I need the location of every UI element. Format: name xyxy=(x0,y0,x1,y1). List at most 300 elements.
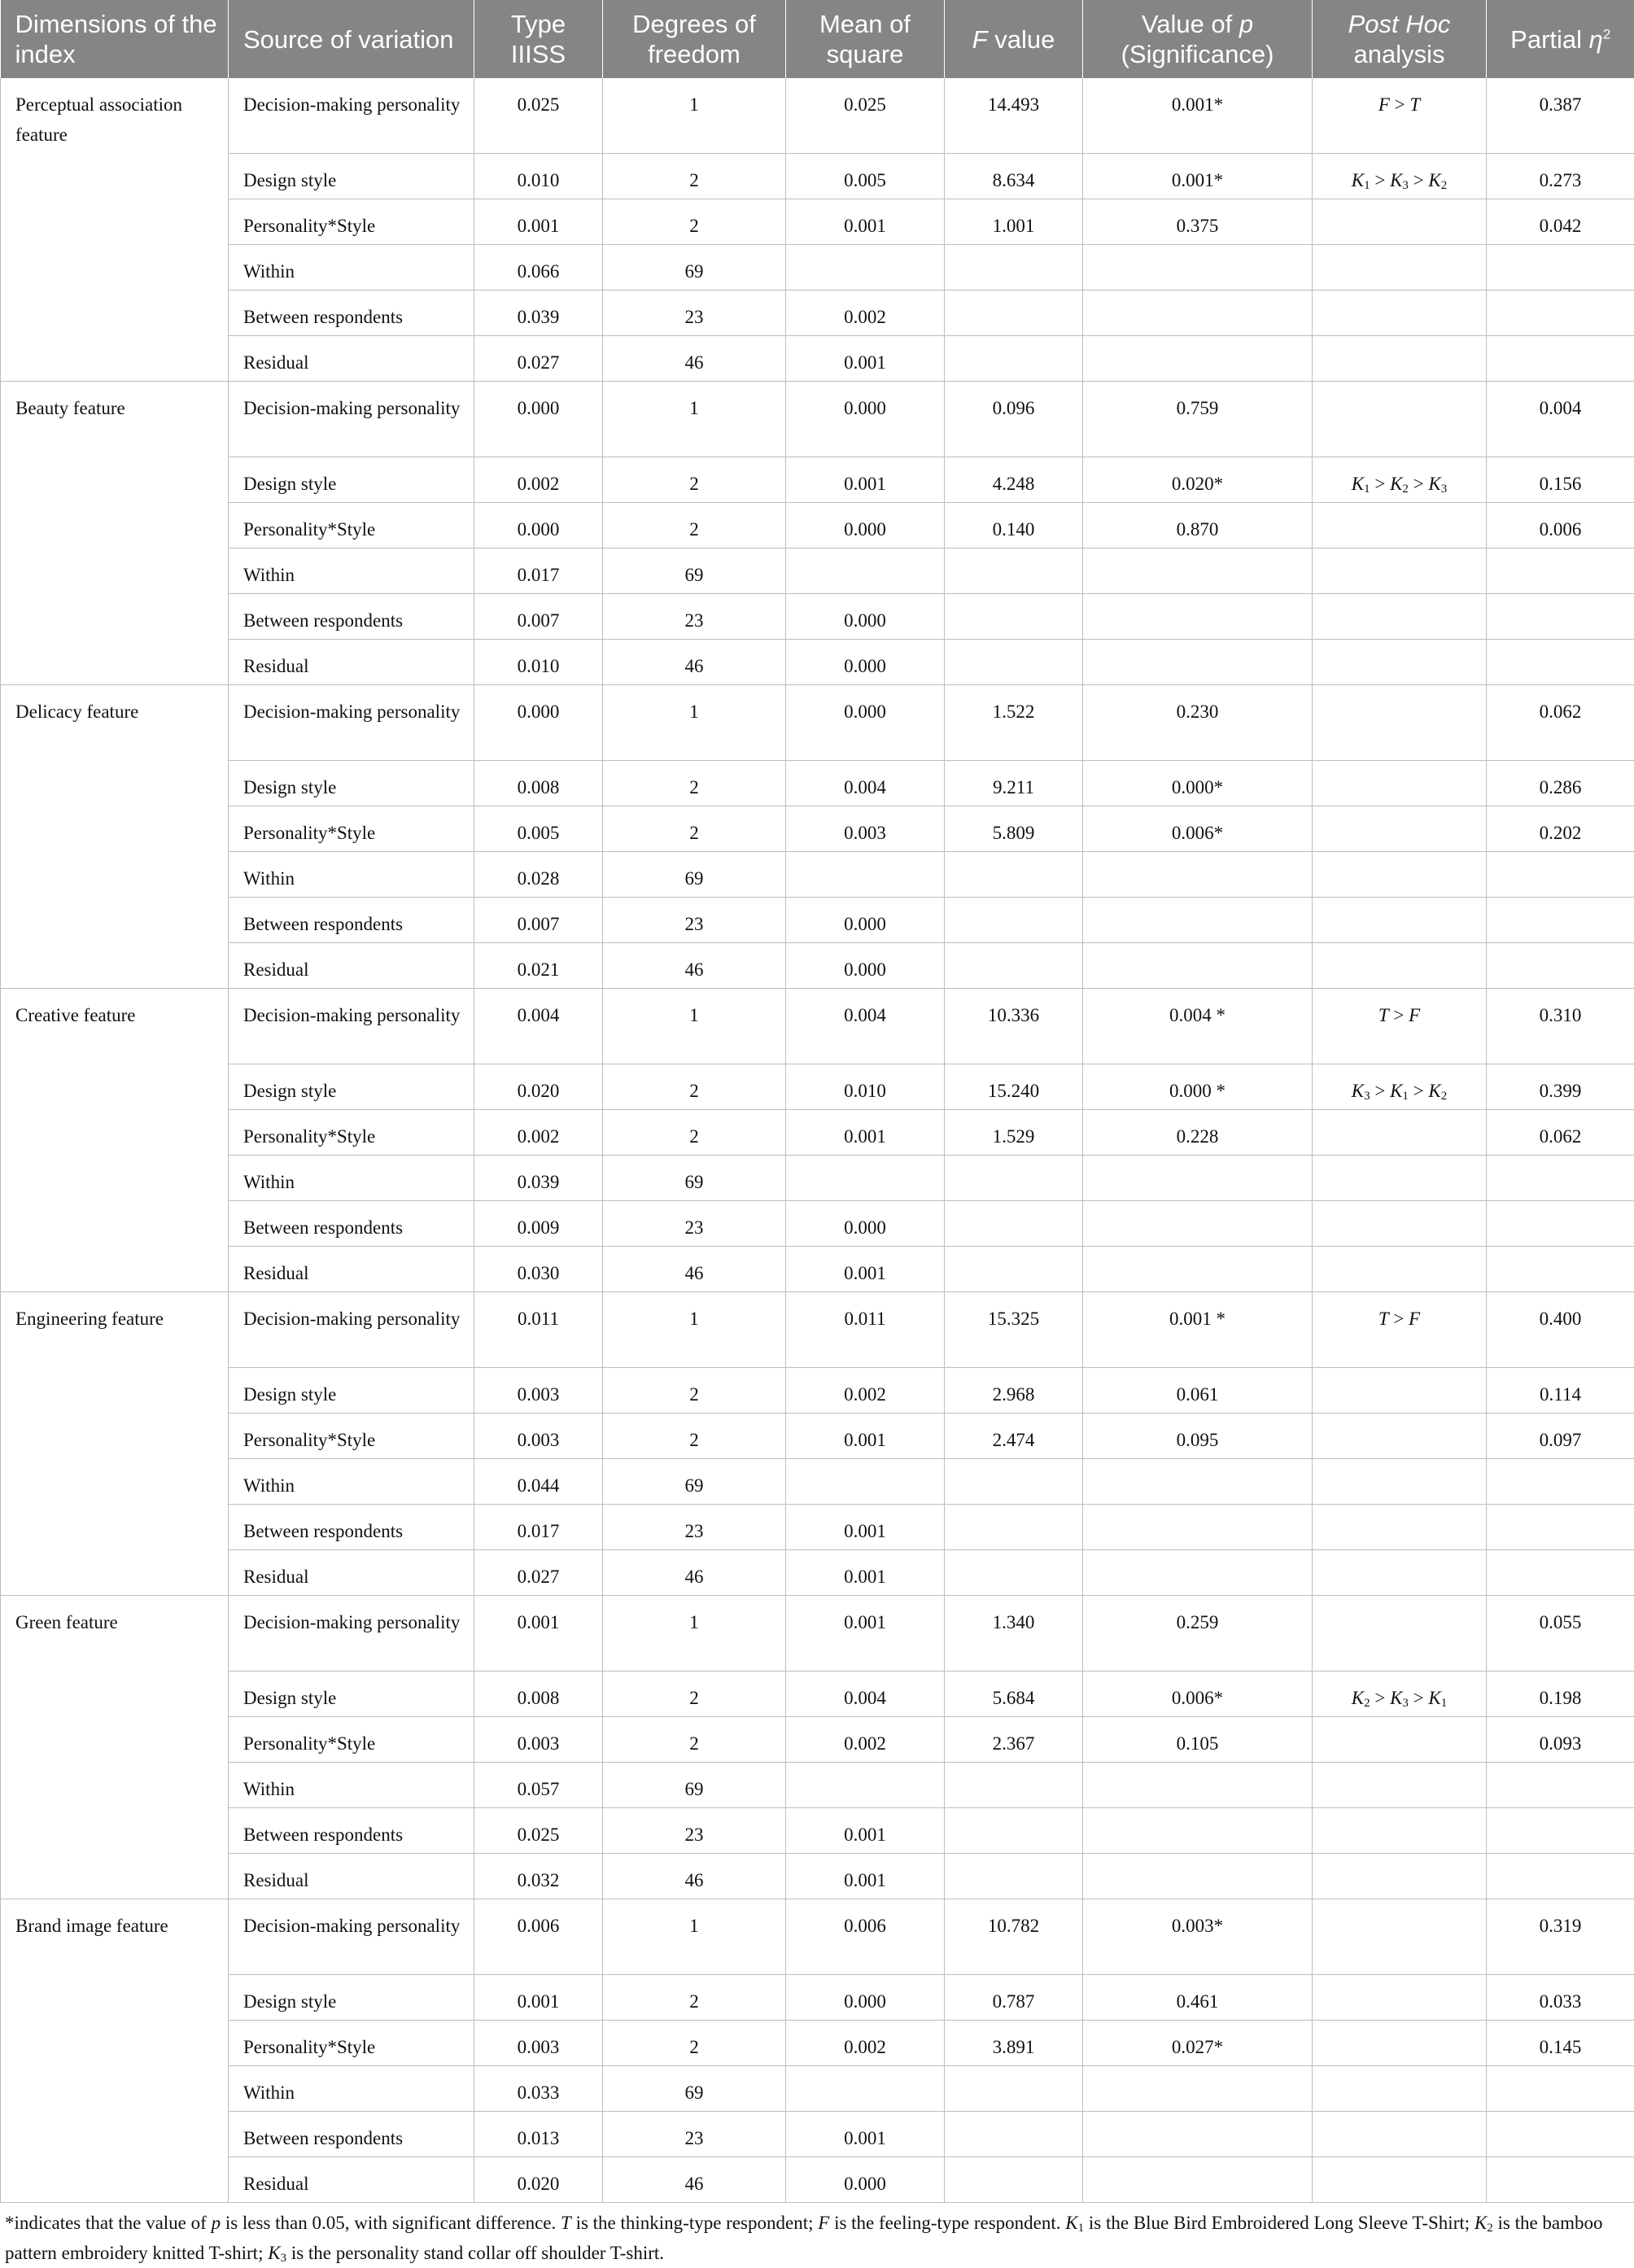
table-row xyxy=(1,594,1634,640)
post-hoc-cell xyxy=(1313,1899,1487,1975)
type-iii-ss-cell: 0.033 xyxy=(474,2066,603,2112)
df-cell: 2 xyxy=(603,1064,786,1110)
df-cell: 1 xyxy=(603,1596,786,1672)
source-cell: Decision-making personality xyxy=(229,989,474,1064)
type-iii-ss-cell: 0.032 xyxy=(474,1854,603,1899)
f-value-cell: 2.367 xyxy=(945,1717,1083,1763)
df-cell: 46 xyxy=(603,943,786,989)
dimension-cell: Green feature xyxy=(1,1596,229,1899)
footnote-segment: is the bamboo pattern embroidery knitted T-shirt; xyxy=(5,2213,1603,2263)
mean-square-cell: 0.000 xyxy=(786,898,945,943)
post-hoc-cell xyxy=(1313,1459,1487,1505)
post-hoc-subscript: 2 xyxy=(1402,483,1409,496)
partial-eta-cell: 0.399 xyxy=(1487,1064,1634,1110)
post-hoc-cell xyxy=(1313,989,1487,1064)
footnote-segment: is the feeling-type respondent. xyxy=(829,2213,1065,2233)
post-hoc-cell xyxy=(1313,457,1487,503)
mean-square-cell: 0.000 xyxy=(786,382,945,457)
dimension-cell: Delicacy feature xyxy=(1,685,229,989)
f-value-cell xyxy=(945,1201,1083,1247)
df-cell: 23 xyxy=(603,594,786,640)
f-value-cell: 4.248 xyxy=(945,457,1083,503)
p-value-cell: 0.228 xyxy=(1083,1110,1313,1156)
header-source: Source of variation xyxy=(229,0,474,78)
df-cell: 2 xyxy=(603,1110,786,1156)
table-row xyxy=(1,503,1634,548)
footnote-subscript: 3 xyxy=(281,2252,287,2265)
df-cell: 1 xyxy=(603,989,786,1064)
p-value-cell: 0.230 xyxy=(1083,685,1313,761)
table-row xyxy=(1,1414,1634,1459)
partial-eta-cell xyxy=(1487,594,1634,640)
footnote-segment: F xyxy=(818,2213,829,2233)
df-cell: 2 xyxy=(603,2021,786,2066)
df-cell: 46 xyxy=(603,2157,786,2203)
table-row xyxy=(1,78,1634,154)
post-hoc-cell xyxy=(1313,1505,1487,1550)
mean-square-cell: 0.000 xyxy=(786,1201,945,1247)
post-hoc-cell xyxy=(1313,199,1487,245)
mean-square-cell: 0.001 xyxy=(786,1110,945,1156)
type-iii-ss-cell: 0.007 xyxy=(474,898,603,943)
f-value-cell: 5.684 xyxy=(945,1672,1083,1717)
p-value-cell: 0.000 * xyxy=(1083,1064,1313,1110)
header-post-hoc xyxy=(1313,0,1487,78)
mean-square-cell xyxy=(786,548,945,594)
df-cell: 23 xyxy=(603,898,786,943)
p-value-cell: 0.001 * xyxy=(1083,1292,1313,1368)
df-cell: 46 xyxy=(603,640,786,685)
p-value-cell xyxy=(1083,943,1313,989)
partial-eta-cell xyxy=(1487,1808,1634,1854)
partial-eta-cell: 0.004 xyxy=(1487,382,1634,457)
post-hoc-term: > xyxy=(1389,1309,1409,1329)
post-hoc-subscript: 3 xyxy=(1364,1090,1370,1103)
partial-eta-cell: 0.055 xyxy=(1487,1596,1634,1672)
p-value-cell xyxy=(1083,1854,1313,1899)
post-hoc-term: K xyxy=(1428,1688,1440,1708)
mean-square-cell: 0.004 xyxy=(786,1672,945,1717)
table-row xyxy=(1,382,1634,457)
f-value-cell xyxy=(945,1550,1083,1596)
df-cell: 2 xyxy=(603,1975,786,2021)
partial-eta-cell: 0.062 xyxy=(1487,1110,1634,1156)
mean-square-cell: 0.004 xyxy=(786,761,945,806)
partial-eta-cell xyxy=(1487,898,1634,943)
type-iii-ss-cell: 0.017 xyxy=(474,548,603,594)
post-hoc-subscript: 2 xyxy=(1441,1090,1448,1103)
header-row xyxy=(1,0,1634,78)
mean-square-cell xyxy=(786,2066,945,2112)
post-hoc-term: K xyxy=(1428,1081,1440,1101)
source-cell: Design style xyxy=(229,1064,474,1110)
type-iii-ss-cell: 0.025 xyxy=(474,1808,603,1854)
p-value-cell: 0.105 xyxy=(1083,1717,1313,1763)
f-value-cell xyxy=(945,245,1083,291)
post-hoc-term: F xyxy=(1409,1309,1420,1329)
source-cell: Decision-making personality xyxy=(229,1596,474,1672)
type-iii-ss-cell: 0.013 xyxy=(474,2112,603,2157)
post-hoc-cell xyxy=(1313,2112,1487,2157)
type-iii-ss-cell: 0.021 xyxy=(474,943,603,989)
source-cell: Personality*Style xyxy=(229,1414,474,1459)
post-hoc-cell xyxy=(1313,943,1487,989)
source-cell: Residual xyxy=(229,943,474,989)
header-partial-eta xyxy=(1487,0,1634,78)
dimension-cell: Perceptual association feature xyxy=(1,78,229,382)
post-hoc-cell xyxy=(1313,594,1487,640)
f-value-cell: 10.782 xyxy=(945,1899,1083,1975)
df-cell: 2 xyxy=(603,1672,786,1717)
mean-square-cell: 0.001 xyxy=(786,1505,945,1550)
table-row xyxy=(1,199,1634,245)
p-value-cell: 0.259 xyxy=(1083,1596,1313,1672)
source-cell: Personality*Style xyxy=(229,1110,474,1156)
type-iii-ss-cell: 0.008 xyxy=(474,761,603,806)
df-cell: 69 xyxy=(603,1459,786,1505)
f-value-cell xyxy=(945,1808,1083,1854)
p-value-cell xyxy=(1083,2112,1313,2157)
post-hoc-term: > xyxy=(1370,1081,1390,1101)
post-hoc-cell xyxy=(1313,1247,1487,1292)
type-iii-ss-cell: 0.028 xyxy=(474,852,603,898)
f-value-cell xyxy=(945,291,1083,336)
f-value-cell: 15.240 xyxy=(945,1064,1083,1110)
table-row xyxy=(1,989,1634,1064)
mean-square-cell: 0.000 xyxy=(786,685,945,761)
post-hoc-term: K xyxy=(1428,474,1440,494)
p-value-cell: 0.006* xyxy=(1083,1672,1313,1717)
mean-square-cell: 0.000 xyxy=(786,594,945,640)
post-hoc-subscript: 1 xyxy=(1402,1090,1409,1103)
table-row xyxy=(1,2157,1634,2203)
partial-eta-cell xyxy=(1487,1550,1634,1596)
post-hoc-cell xyxy=(1313,382,1487,457)
partial-eta-cell: 0.319 xyxy=(1487,1899,1634,1975)
source-cell: Residual xyxy=(229,1550,474,1596)
source-cell: Personality*Style xyxy=(229,806,474,852)
footnote-segment: p xyxy=(212,2213,221,2233)
post-hoc-cell xyxy=(1313,1156,1487,1201)
p-value-cell xyxy=(1083,1505,1313,1550)
table-row xyxy=(1,1064,1634,1110)
source-cell: Personality*Style xyxy=(229,503,474,548)
header-p-significance: (Significance) xyxy=(1121,40,1274,68)
partial-eta-cell: 0.310 xyxy=(1487,989,1634,1064)
type-iii-ss-cell: 0.000 xyxy=(474,685,603,761)
table-row xyxy=(1,154,1634,199)
f-value-cell: 3.891 xyxy=(945,2021,1083,2066)
footnote-segment: *indicates that the value of xyxy=(5,2213,212,2233)
partial-eta-cell xyxy=(1487,245,1634,291)
p-value-cell xyxy=(1083,1763,1313,1808)
source-cell: Personality*Style xyxy=(229,1717,474,1763)
type-iii-ss-cell: 0.003 xyxy=(474,1368,603,1414)
type-iii-ss-cell: 0.006 xyxy=(474,1899,603,1975)
post-hoc-cell xyxy=(1313,503,1487,548)
partial-eta-cell xyxy=(1487,548,1634,594)
p-value-cell: 0.870 xyxy=(1083,503,1313,548)
f-value-cell xyxy=(945,1247,1083,1292)
post-hoc-cell xyxy=(1313,78,1487,154)
source-cell: Personality*Style xyxy=(229,199,474,245)
table-row xyxy=(1,1505,1634,1550)
post-hoc-cell xyxy=(1313,2021,1487,2066)
p-value-cell xyxy=(1083,852,1313,898)
p-value-cell xyxy=(1083,1808,1313,1854)
type-iii-ss-cell: 0.039 xyxy=(474,291,603,336)
df-cell: 23 xyxy=(603,1808,786,1854)
df-cell: 2 xyxy=(603,806,786,852)
mean-square-cell: 0.001 xyxy=(786,1854,945,1899)
p-value-cell: 0.461 xyxy=(1083,1975,1313,2021)
f-value-cell xyxy=(945,1854,1083,1899)
mean-square-cell xyxy=(786,1459,945,1505)
source-cell: Between respondents xyxy=(229,291,474,336)
partial-eta-cell: 0.156 xyxy=(1487,457,1634,503)
f-value-cell xyxy=(945,898,1083,943)
f-value-cell: 5.809 xyxy=(945,806,1083,852)
partial-eta-cell xyxy=(1487,1247,1634,1292)
f-value-cell: 1.001 xyxy=(945,199,1083,245)
mean-square-cell xyxy=(786,1763,945,1808)
post-hoc-cell xyxy=(1313,1110,1487,1156)
f-value-cell: 2.968 xyxy=(945,1368,1083,1414)
p-value-cell xyxy=(1083,245,1313,291)
df-cell: 2 xyxy=(603,457,786,503)
post-hoc-term: K xyxy=(1352,1081,1364,1101)
partial-eta-cell xyxy=(1487,291,1634,336)
post-hoc-subscript: 2 xyxy=(1364,1697,1370,1710)
post-hoc-cell xyxy=(1313,1808,1487,1854)
partial-eta-cell xyxy=(1487,2157,1634,2203)
p-value-cell: 0.006* xyxy=(1083,806,1313,852)
partial-eta-cell: 0.097 xyxy=(1487,1414,1634,1459)
source-cell: Decision-making personality xyxy=(229,1292,474,1368)
type-iii-ss-cell: 0.002 xyxy=(474,1110,603,1156)
table-row xyxy=(1,1201,1634,1247)
post-hoc-subscript: 1 xyxy=(1364,179,1370,192)
source-cell: Residual xyxy=(229,1247,474,1292)
df-cell: 1 xyxy=(603,78,786,154)
source-cell: Within xyxy=(229,1156,474,1201)
type-iii-ss-cell: 0.020 xyxy=(474,1064,603,1110)
post-hoc-term: > xyxy=(1370,1688,1390,1708)
mean-square-cell: 0.003 xyxy=(786,806,945,852)
p-value-cell: 0.061 xyxy=(1083,1368,1313,1414)
source-cell: Decision-making personality xyxy=(229,685,474,761)
partial-eta-cell: 0.093 xyxy=(1487,1717,1634,1763)
table-row xyxy=(1,852,1634,898)
partial-eta-cell: 0.400 xyxy=(1487,1292,1634,1368)
p-value-cell xyxy=(1083,2157,1313,2203)
table-row xyxy=(1,2066,1634,2112)
df-cell: 2 xyxy=(603,1414,786,1459)
post-hoc-term: > xyxy=(1409,1081,1428,1101)
post-hoc-cell xyxy=(1313,806,1487,852)
post-hoc-cell xyxy=(1313,1854,1487,1899)
f-value-cell xyxy=(945,594,1083,640)
f-value-cell xyxy=(945,2066,1083,2112)
mean-square-cell: 0.001 xyxy=(786,1247,945,1292)
df-cell: 46 xyxy=(603,1550,786,1596)
mean-square-cell: 0.002 xyxy=(786,1368,945,1414)
post-hoc-term: > xyxy=(1409,474,1428,494)
post-hoc-cell xyxy=(1313,1596,1487,1672)
post-hoc-term: K xyxy=(1352,474,1364,494)
type-iii-ss-cell: 0.004 xyxy=(474,989,603,1064)
type-iii-ss-cell: 0.066 xyxy=(474,245,603,291)
mean-square-cell: 0.001 xyxy=(786,1414,945,1459)
f-value-cell xyxy=(945,943,1083,989)
f-value-cell xyxy=(945,2157,1083,2203)
header-dimension: Dimensions of the index xyxy=(1,0,229,78)
post-hoc-cell xyxy=(1313,245,1487,291)
source-cell: Decision-making personality xyxy=(229,78,474,154)
partial-eta-cell xyxy=(1487,2112,1634,2157)
p-value-cell: 0.000* xyxy=(1083,761,1313,806)
dimension-cell: Creative feature xyxy=(1,989,229,1292)
mean-square-cell: 0.000 xyxy=(786,943,945,989)
source-cell: Between respondents xyxy=(229,1201,474,1247)
post-hoc-cell xyxy=(1313,1414,1487,1459)
type-iii-ss-cell: 0.025 xyxy=(474,78,603,154)
p-value-cell: 0.375 xyxy=(1083,199,1313,245)
table-row xyxy=(1,1763,1634,1808)
p-value-cell xyxy=(1083,548,1313,594)
header-degrees-of-freedom: Degrees of freedom xyxy=(603,0,786,78)
type-iii-ss-cell: 0.000 xyxy=(474,503,603,548)
table-row xyxy=(1,1459,1634,1505)
partial-eta-cell xyxy=(1487,852,1634,898)
source-cell: Decision-making personality xyxy=(229,1899,474,1975)
mean-square-cell: 0.025 xyxy=(786,78,945,154)
source-cell: Within xyxy=(229,548,474,594)
df-cell: 1 xyxy=(603,685,786,761)
post-hoc-cell xyxy=(1313,2157,1487,2203)
p-value-cell xyxy=(1083,1459,1313,1505)
partial-eta-cell: 0.145 xyxy=(1487,2021,1634,2066)
dimension-cell: Engineering feature xyxy=(1,1292,229,1596)
mean-square-cell: 0.010 xyxy=(786,1064,945,1110)
mean-square-cell: 0.002 xyxy=(786,291,945,336)
df-cell: 46 xyxy=(603,1247,786,1292)
df-cell: 23 xyxy=(603,2112,786,2157)
f-value-cell xyxy=(945,1156,1083,1201)
table-row xyxy=(1,1596,1634,1672)
p-value-cell xyxy=(1083,291,1313,336)
type-iii-ss-cell: 0.010 xyxy=(474,154,603,199)
post-hoc-cell xyxy=(1313,291,1487,336)
source-cell: Within xyxy=(229,2066,474,2112)
source-cell: Within xyxy=(229,852,474,898)
p-value-cell xyxy=(1083,594,1313,640)
post-hoc-cell xyxy=(1313,1064,1487,1110)
header-mean-square: Mean of square xyxy=(786,0,945,78)
mean-square-cell: 0.000 xyxy=(786,2157,945,2203)
df-cell: 69 xyxy=(603,2066,786,2112)
mean-square-cell: 0.006 xyxy=(786,1899,945,1975)
post-hoc-cell xyxy=(1313,336,1487,382)
df-cell: 1 xyxy=(603,1292,786,1368)
mean-square-cell: 0.001 xyxy=(786,1596,945,1672)
table-footnote xyxy=(0,2203,1634,2268)
table-row xyxy=(1,457,1634,503)
partial-eta-cell xyxy=(1487,943,1634,989)
type-iii-ss-cell: 0.008 xyxy=(474,1672,603,1717)
post-hoc-subscript: 2 xyxy=(1441,179,1448,192)
post-hoc-subscript: 3 xyxy=(1402,1697,1409,1710)
footnote-segment: is the personality stand collar off shoulder T-shirt. xyxy=(286,2243,664,2263)
df-cell: 1 xyxy=(603,382,786,457)
post-hoc-subscript: 3 xyxy=(1441,483,1448,496)
post-hoc-term: K xyxy=(1390,1081,1402,1101)
type-iii-ss-cell: 0.001 xyxy=(474,199,603,245)
post-hoc-term: K xyxy=(1390,1688,1402,1708)
type-iii-ss-cell: 0.009 xyxy=(474,1201,603,1247)
partial-eta-cell: 0.114 xyxy=(1487,1368,1634,1414)
partial-eta-cell xyxy=(1487,1505,1634,1550)
f-value-cell xyxy=(945,852,1083,898)
f-value-cell xyxy=(945,2112,1083,2157)
type-iii-ss-cell: 0.057 xyxy=(474,1763,603,1808)
header-f-value xyxy=(945,0,1083,78)
header-p-symbol: p xyxy=(1239,10,1253,38)
partial-eta-cell xyxy=(1487,1201,1634,1247)
f-value-cell: 9.211 xyxy=(945,761,1083,806)
table-row xyxy=(1,761,1634,806)
table-row xyxy=(1,1717,1634,1763)
post-hoc-cell xyxy=(1313,1550,1487,1596)
post-hoc-cell xyxy=(1313,1717,1487,1763)
mean-square-cell: 0.001 xyxy=(786,2112,945,2157)
partial-eta-cell xyxy=(1487,1156,1634,1201)
table-row xyxy=(1,943,1634,989)
f-value-cell: 1.340 xyxy=(945,1596,1083,1672)
post-hoc-term: > xyxy=(1370,170,1390,190)
header-f-symbol: F xyxy=(972,25,988,54)
mean-square-cell xyxy=(786,245,945,291)
f-value-cell xyxy=(945,336,1083,382)
mean-square-cell: 0.001 xyxy=(786,457,945,503)
footnote-segment: T xyxy=(561,2213,571,2233)
f-value-cell: 0.140 xyxy=(945,503,1083,548)
mean-square-cell: 0.001 xyxy=(786,199,945,245)
footnote-subscript: 2 xyxy=(1487,2222,1493,2235)
table-row xyxy=(1,1808,1634,1854)
post-hoc-cell xyxy=(1313,852,1487,898)
post-hoc-cell xyxy=(1313,761,1487,806)
source-cell: Decision-making personality xyxy=(229,382,474,457)
type-iii-ss-cell: 0.020 xyxy=(474,2157,603,2203)
type-iii-ss-cell: 0.027 xyxy=(474,1550,603,1596)
partial-eta-cell xyxy=(1487,2066,1634,2112)
mean-square-cell: 0.001 xyxy=(786,1550,945,1596)
type-iii-ss-cell: 0.002 xyxy=(474,457,603,503)
post-hoc-cell xyxy=(1313,2066,1487,2112)
table-row xyxy=(1,1550,1634,1596)
df-cell: 2 xyxy=(603,761,786,806)
type-iii-ss-cell: 0.027 xyxy=(474,336,603,382)
post-hoc-term: K xyxy=(1390,474,1402,494)
header-p-value xyxy=(1083,0,1313,78)
type-iii-ss-cell: 0.001 xyxy=(474,1596,603,1672)
footnote-segment: K xyxy=(268,2243,280,2263)
mean-square-cell: 0.000 xyxy=(786,640,945,685)
df-cell: 23 xyxy=(603,1201,786,1247)
df-cell: 69 xyxy=(603,548,786,594)
post-hoc-term: F xyxy=(1409,1005,1420,1025)
